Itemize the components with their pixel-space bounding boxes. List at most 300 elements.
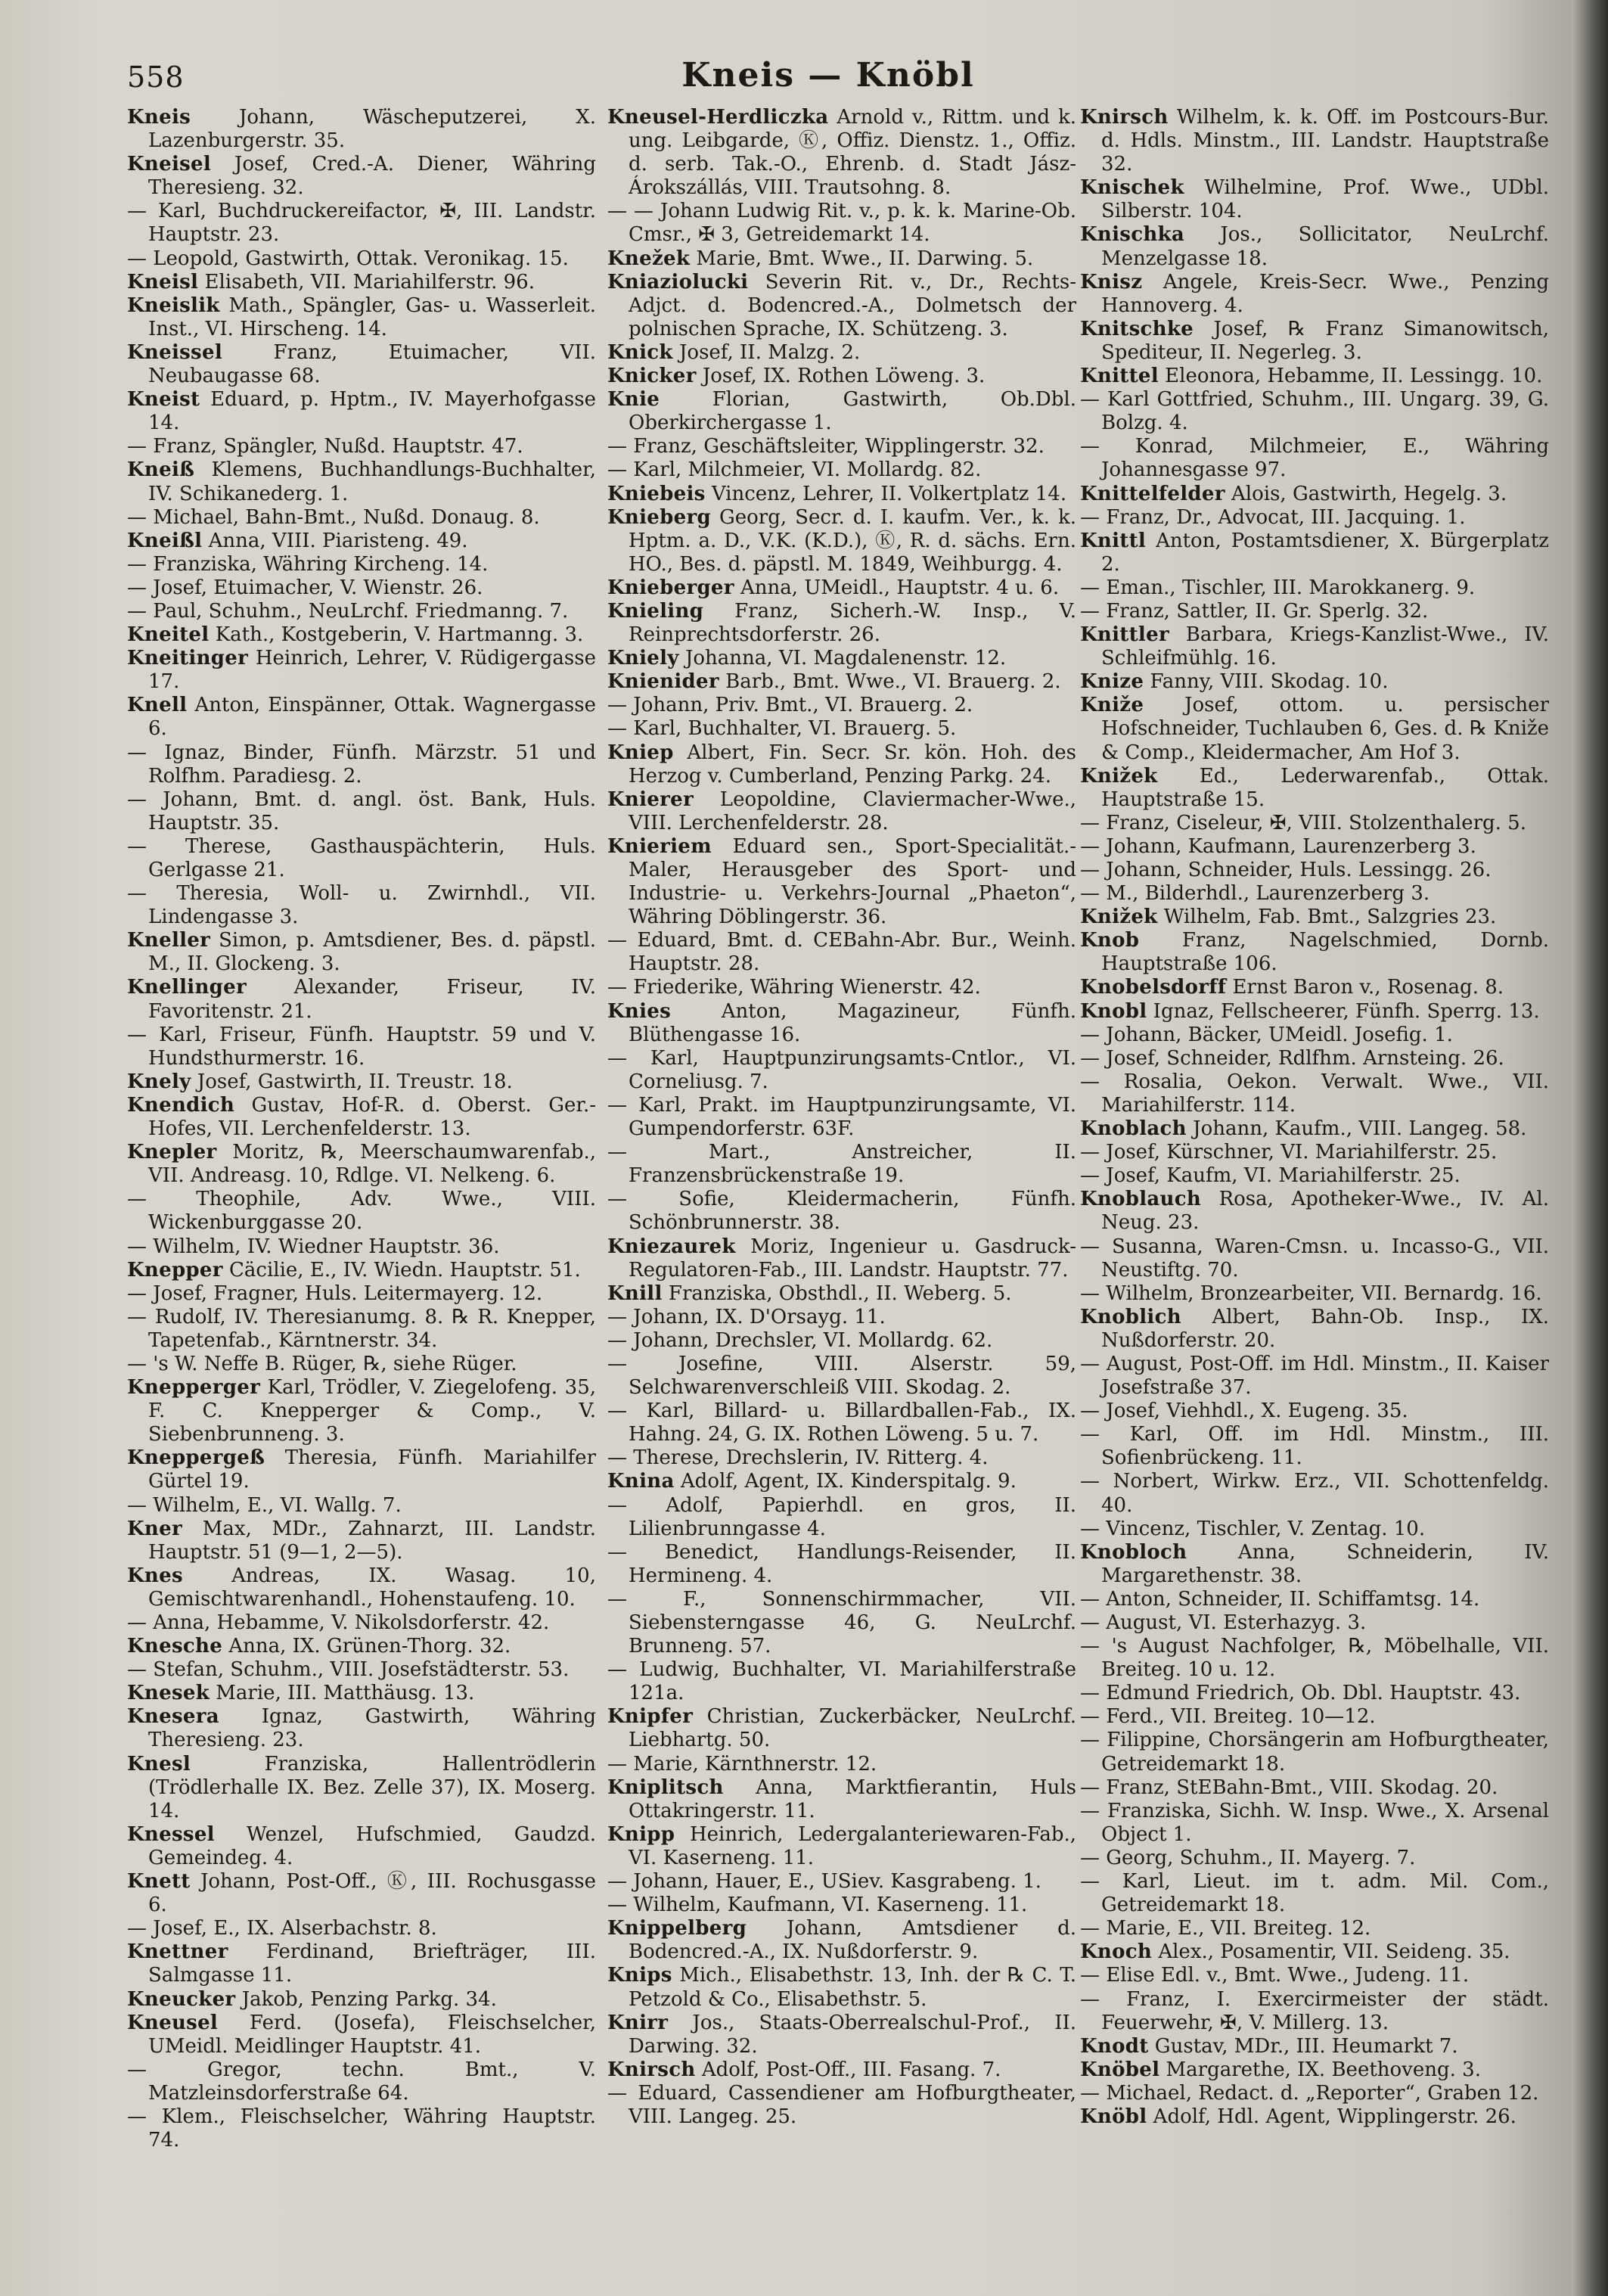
directory-entry (1080, 1682, 1549, 1705)
directory-entry (127, 1753, 596, 1823)
directory-entry (127, 1564, 596, 1611)
directory-entry (127, 1705, 596, 1752)
directory-entry (127, 694, 596, 741)
directory-entry (1080, 1282, 1549, 1306)
entry-surname: Knittel (1080, 365, 1159, 388)
directory-entry (607, 1000, 1076, 1047)
entry-surname: Knobl (1080, 999, 1147, 1023)
entry-surname: Kneislik (127, 294, 220, 317)
directory-entry (607, 1188, 1076, 1235)
directory-entry (607, 576, 1076, 600)
directory-entry (1080, 1353, 1549, 1400)
entry-surname: Knöbl (1080, 2105, 1147, 2128)
entry-surname: Knischka (1080, 223, 1185, 247)
directory-entry (1080, 1917, 1549, 1940)
directory-entry (607, 341, 1076, 365)
entry-surname: Kneissel (127, 340, 223, 364)
directory-entry (127, 1282, 596, 1306)
entry-surname: Knittler (1080, 623, 1169, 647)
directory-entry (127, 1070, 596, 1094)
directory-entry (127, 976, 596, 1023)
entry-surname: Kniely (607, 647, 679, 670)
entry-details: — Franz, Ciseleur, ✠, VIII. Stolzenthalerg. 5. (1080, 811, 1526, 834)
entry-details: Vincenz, Lehrer, II. Volkertplatz 14. (705, 482, 1067, 505)
entry-details: — Josef, E., IX. Alserbachstr. 8. (127, 1917, 437, 1940)
column-1 (127, 106, 596, 2152)
directory-entry (1080, 1729, 1549, 1776)
entry-details: — Elise Edl. v., Bmt. Wwe., Judeng. 11. (1080, 1964, 1470, 1987)
entry-details: Anna, Schneiderin, IV. Margarethenstr. 38. (1101, 1540, 1549, 1587)
directory-entry (1080, 483, 1549, 506)
directory-entry (127, 294, 596, 341)
entry-details: — Johann, IX. D'Orsayg. 11. (607, 1305, 886, 1328)
entry-surname: Knieberger (607, 576, 734, 599)
entry-details: Elisabeth, VII. Mariahilferstr. 96. (198, 270, 535, 294)
entry-details: Ignaz, Fellscheerer, Fünfh. Sperrg. 13. (1147, 999, 1540, 1023)
directory-entry (1080, 388, 1549, 435)
entry-details: — Eduard, Bmt. d. CEBahn-Abr. Bur., Weinh. Hauptstr. 28. (607, 929, 1076, 976)
entry-details: — Johann, Drechsler, VI. Mollardg. 62. (607, 1328, 993, 1352)
directory-entry (127, 435, 596, 458)
entry-details: Angele, Kreis-Secr. Wwe., Penzing Hannoverg. 4. (1101, 270, 1549, 317)
entry-surname: Knienider (607, 670, 719, 694)
entry-details: Franz, Nagelschmied, Dornb. Hauptstraße 106. (1101, 929, 1549, 976)
entry-details: — Ferd., VII. Breiteg. 10—12. (1080, 1705, 1376, 1729)
entry-details: Barb., Bmt. Wwe., VI. Brauerg. 2. (719, 670, 1061, 694)
directory-entry (607, 1588, 1076, 1658)
directory-entry (1080, 670, 1549, 694)
entry-details: — Josef, Etuimacher, V. Wienstr. 26. (127, 576, 483, 599)
entry-details: Franziska, Obsthdl., II. Weberg. 5. (662, 1282, 1012, 1305)
entry-details: — Rudolf, IV. Theresianumg. 8. ℞ R. Knepper, Tapetenfab., Kärntnerstr. 34. (127, 1305, 596, 1352)
entry-surname: Knob (1080, 929, 1140, 952)
entry-surname: Kneißl (127, 529, 203, 552)
directory-entry (1080, 223, 1549, 270)
entry-details: Leopoldine, Claviermacher-Wwe., VIII. Lerchenfelderstr. 28. (629, 788, 1076, 834)
entry-surname: Knesera (127, 1705, 219, 1729)
entry-details: Margarethe, IX. Beethoveng. 3. (1159, 2058, 1481, 2081)
entry-surname: Knižek (1080, 764, 1158, 788)
entry-details: Ferdinand, Briefträger, III. Salmgasse 11. (148, 1940, 596, 1987)
entry-details: — Eman., Tischler, III. Marokkanerg. 9. (1080, 576, 1476, 599)
page-header (121, 45, 1535, 98)
entry-details: Albert, Fin. Secr. Sr. kön. Hoh. des Herzog v. Cumberland, Penzing Parkg. 24. (629, 741, 1076, 788)
entry-details: — Vincenz, Tischler, V. Zentag. 10. (1080, 1517, 1426, 1540)
directory-entry (1080, 530, 1549, 576)
directory-entry (1080, 1776, 1549, 1800)
directory-entry (607, 106, 1076, 200)
entry-surname: Kniplitsch (607, 1776, 724, 1799)
directory-entry (127, 1682, 596, 1705)
directory-entry (1080, 1000, 1549, 1024)
directory-entry (607, 670, 1076, 694)
directory-entry (1080, 1541, 1549, 1588)
directory-entry (607, 1400, 1076, 1446)
directory-entry (607, 1141, 1076, 1188)
entry-surname: Knesek (127, 1682, 210, 1705)
entry-surname: Knies (607, 999, 672, 1023)
directory-entry (1080, 1635, 1549, 1682)
entry-details: Theresia, Fünfh. Mariahilfer Gürtel 19. (148, 1446, 596, 1493)
entry-surname: Knell (127, 694, 188, 717)
entry-surname: Knick (607, 340, 673, 364)
entry-details: Ferd. (Josefa), Fleischselcher, UMeidl. Meidlinger Hauptstr. 41. (148, 2011, 596, 2058)
entry-details: Ignaz, Gastwirth, Währing Theresieng. 23. (148, 1705, 596, 1752)
entry-details: — Michael, Bahn-Bmt., Nußd. Donaug. 8. (127, 505, 540, 529)
directory-entry (127, 1635, 596, 1658)
entry-details: Georg, Secr. d. I. kaufm. Ver., k. k. Hptm. a. D., V.K. (K.D.), Ⓚ, R. d. sächs. Ern. HO., Bes. d. päpstl. M. 1849, Weihburgg. 4. (629, 505, 1076, 576)
directory-entry (1080, 906, 1549, 929)
entry-details: — Gregor, techn. Bmt., V. Matzleinsdorferstraße 64. (127, 2058, 596, 2105)
entry-details: — Ignaz, Binder, Fünfh. Märzstr. 51 und Rolfhm. Paradiesg. 2. (127, 741, 596, 788)
directory-entry (607, 271, 1076, 341)
entry-surname: Kneller (127, 929, 211, 952)
page-number: 558 (127, 61, 185, 94)
column-2 (607, 106, 1076, 2129)
entry-details: — 's August Nachfolger, ℞, Möbelhalle, VII. Breiteg. 10 u. 12. (1080, 1635, 1549, 1682)
entry-surname: Knepperger (127, 1376, 261, 1400)
entry-details: Alexander, Friseur, IV. Favoritenstr. 21. (148, 976, 596, 1023)
entry-details: — Franz, StEBahn-Bmt., VIII. Skodag. 20. (1080, 1776, 1498, 1799)
directory-entry (607, 2012, 1076, 2058)
entry-details: Wenzel, Hufschmied, Gaudzd. Gemeindeg. 4. (148, 1822, 596, 1869)
entry-details: Jos., Sollicitator, NeuLrchf. Menzelgasse 18. (1101, 223, 1549, 270)
entry-details: — Paul, Schuhm., NeuLrchf. Friedmanng. 7. (127, 599, 569, 623)
entry-details: Wilhelmine, Prof. Wwe., UDbl. Silberstr. 104. (1101, 176, 1549, 223)
directory-entry (127, 1353, 596, 1376)
entry-surname: Knina (607, 1470, 675, 1493)
entry-details: — Adolf, Papierhdl. en gros, II. Lilienbrunngasse 4. (607, 1493, 1076, 1540)
directory-entry (607, 483, 1076, 506)
entry-surname: Knips (607, 1964, 672, 1987)
entry-surname: Knirsch (1080, 106, 1169, 129)
entry-details: Josef, Gastwirth, II. Treustr. 18. (191, 1070, 513, 1093)
entry-surname: Knieberg (607, 505, 711, 529)
entry-details: Heinrich, Ledergalanteriewaren-Fab., VI. Kaserneng. 11. (629, 1822, 1076, 1869)
entry-details: Johann, Amtsdiener d. Bodencred.-A., IX. Nußdorferstr. 9. (629, 1917, 1076, 1964)
entry-details: — M., Bilderhdl., Laurenzerberg 3. (1080, 882, 1430, 906)
directory-entry (1080, 765, 1549, 812)
entry-details: — Sofie, Kleidermacherin, Fünfh. Schönbrunnerstr. 38. (607, 1188, 1076, 1235)
entry-details: — Mart., Anstreicher, II. Franzensbrückenstraße 19. (607, 1141, 1076, 1188)
running-title: Kneis — Knöbl (681, 56, 975, 95)
entry-surname: Knipfer (607, 1705, 694, 1729)
entry-surname: Knisz (1080, 270, 1143, 294)
directory-entry (127, 1823, 596, 1870)
entry-details: — Michael, Redact. d. „Reporter“, Graben 12. (1080, 2081, 1539, 2105)
directory-entry (607, 506, 1076, 576)
entry-surname: Knettner (127, 1940, 228, 1964)
directory-entry (607, 1047, 1076, 1094)
entry-details: Mich., Elisabethstr. 13, Inh. der ℞ C. T. Petzold & Co., Elisabethstr. 5. (629, 1964, 1076, 2011)
directory-entry (1080, 1588, 1549, 1611)
entry-details: — Johann, Bäcker, UMeidl. Josefig. 1. (1080, 1023, 1453, 1046)
directory-entry (127, 1188, 596, 1235)
entry-surname: Knöbel (1080, 2058, 1160, 2081)
directory-entry (127, 1518, 596, 1564)
entry-details: — Franz, Sattler, II. Gr. Sperlg. 32. (1080, 599, 1429, 623)
entry-details: — Franz, Spängler, Nußd. Hauptstr. 47. (127, 435, 523, 458)
directory-entry (1080, 1470, 1549, 1517)
entry-details: Johanna, VI. Magdalenenstr. 12. (678, 647, 1007, 670)
directory-entry (607, 388, 1076, 435)
entry-details: Alex., Posamentir, VII. Seideng. 35. (1152, 1940, 1510, 1964)
entry-details: — Wilhelm, E., VI. Wallg. 7. (127, 1493, 402, 1517)
directory-entry (127, 1235, 596, 1259)
entry-surname: Knirsch (607, 2058, 696, 2081)
directory-entry (607, 1494, 1076, 1541)
entry-details: — Edmund Friedrich, Ob. Dbl. Hauptstr. 43. (1080, 1682, 1521, 1705)
entry-surname: Knepper (127, 1258, 223, 1282)
directory-entry (607, 1541, 1076, 1588)
directory-entry (607, 1329, 1076, 1353)
directory-entry (1080, 576, 1549, 600)
entry-surname: Kniezaurek (607, 1235, 736, 1258)
entry-surname: Knessel (127, 1822, 215, 1846)
entry-surname: Knitschke (1080, 317, 1194, 340)
directory-entry (1080, 600, 1549, 623)
entry-surname: Knippelberg (607, 1917, 747, 1940)
directory-entry (607, 1870, 1076, 1894)
entry-details: — F., Sonnenschirmmacher, VII. Siebensterngasse 46, G. NeuLrchf. Brunneng. 57. (607, 1587, 1076, 1658)
entry-details: Florian, Gastwirth, Ob.Dbl. Oberkirchergasse 1. (629, 388, 1076, 435)
directory-entry (607, 600, 1076, 647)
entry-details: Marie, III. Matthäusg. 13. (210, 1682, 475, 1705)
entry-details: — Therese, Gasthauspächterin, Huls. Gerlgasse 21. (127, 834, 596, 881)
entry-details: Moriz, Ingenieur u. Gasdruck-Regulatoren-Fab., III. Landstr. Hauptstr. 77. (629, 1235, 1076, 1282)
entry-details: — Franz, I. Exercirmeister der städt. Feuerwehr, ✠, V. Millerg. 13. (1080, 1987, 1549, 2034)
directory-entry (1080, 1518, 1549, 1541)
entry-details: — Therese, Drechslerin, IV. Ritterg. 4. (607, 1446, 989, 1470)
directory-entry (607, 1753, 1076, 1776)
directory-entry (127, 1141, 596, 1188)
entry-details: Alois, Gastwirth, Hegelg. 3. (1225, 482, 1507, 505)
entry-details: — Josef, Viehhdl., X. Eugeng. 35. (1080, 1400, 1408, 1423)
entry-details: — Karl, Friseur, Fünfh. Hauptstr. 59 und V. Hundsthurmerstr. 16. (127, 1023, 596, 1070)
entry-details: — Benedict, Handlungs-Reisender, II. Hermineng. 4. (607, 1540, 1076, 1587)
directory-entry (127, 882, 596, 929)
directory-entry (607, 1282, 1076, 1306)
entry-details: Franz, Etuimacher, VII. Neubaugasse 68. (148, 340, 596, 388)
entry-details: — Karl, Off. im Hdl. Minstm., III. Sofienbrückeng. 11. (1080, 1423, 1549, 1470)
directory-entry (607, 717, 1076, 741)
entry-surname: Kneisl (127, 270, 199, 294)
entry-surname: Kneisel (127, 153, 212, 176)
directory-entry (127, 106, 596, 153)
entry-details: — Theresia, Woll- u. Zwirnhdl., VII. Lindengasse 3. (127, 882, 596, 929)
entry-details: Adolf, Hdl. Agent, Wipplingerstr. 26. (1147, 2105, 1516, 2128)
entry-details: Josef, ottom. u. persischer Hofschneider, Tuchlauben 6, Ges. d. ℞ Kniže & Comp., Kleidermacher, Am Hof 3. (1101, 694, 1549, 764)
directory-entry (1080, 1188, 1549, 1235)
directory-entry (127, 600, 596, 623)
directory-entry (127, 623, 596, 647)
entry-details: Christian, Zuckerbäcker, NeuLrchf. Liebhartg. 50. (629, 1705, 1076, 1752)
directory-entry (607, 741, 1076, 788)
entry-details: — Susanna, Waren-Cmsn. u. Incasso-G., VII. Neustiftg. 70. (1080, 1235, 1549, 1282)
directory-entry (1080, 882, 1549, 906)
entry-details: Eleonora, Hebamme, II. Lessingg. 10. (1158, 365, 1543, 388)
entry-details: — Wilhelm, Bronzearbeiter, VII. Bernardg. 16. (1080, 1282, 1542, 1305)
directory-entry (607, 1446, 1076, 1470)
entry-details: Josef, ℞ Franz Simanowitsch, Spediteur, II. Negerleg. 3. (1101, 317, 1549, 364)
entry-details: — Franz, Geschäftsleiter, Wipplingerstr. 32. (607, 435, 1045, 458)
directory-entry (607, 2058, 1076, 2082)
entry-surname: Knett (127, 1870, 191, 1894)
directory-entry (127, 1024, 596, 1070)
directory-entry (127, 1940, 596, 1987)
directory-entry (127, 1988, 596, 2012)
entry-details: Barbara, Kriegs-Kanzlist-Wwe., IV. Schleifmühlg. 16. (1101, 623, 1549, 670)
directory-entry (607, 929, 1076, 976)
entry-details: — Franziska, Sichh. W. Insp. Wwe., X. Arsenal Object 1. (1080, 1799, 1549, 1846)
entry-surname: Knicker (607, 365, 697, 388)
directory-entry (1080, 1870, 1549, 1917)
entry-details: Wilhelm, k. k. Off. im Postcours-Bur. d. Hdls. Minstm., III. Landstr. Hauptstraße 32. (1101, 106, 1549, 176)
entry-details: — Karl, Buchdruckereifactor, ✠, III. Landstr. Hauptstr. 23. (127, 200, 596, 247)
directory-entry (1080, 1800, 1549, 1847)
entry-details: Gustav, MDr., III. Heumarkt 7. (1148, 2034, 1458, 2058)
entry-details: — August, Post-Off. im Hdl. Minstm., II. Kaiser Josefstraße 37. (1080, 1352, 1549, 1400)
directory-entry (1080, 1705, 1549, 1729)
entry-details: — Rosalia, Oekon. Verwalt. Wwe., VII. Mariahilferstr. 114. (1080, 1070, 1549, 1117)
entry-details: — Filippine, Chorsängerin am Hofburgtheater, Getreidemarkt 18. (1080, 1729, 1549, 1776)
directory-entry (127, 741, 596, 788)
entry-surname: Knoblauch (1080, 1188, 1202, 1211)
directory-entry (1080, 506, 1549, 530)
directory-entry (607, 1094, 1076, 1141)
directory-entry (607, 788, 1076, 835)
directory-entry (127, 200, 596, 247)
directory-entry (127, 153, 596, 200)
entry-surname: Knize (1080, 670, 1144, 694)
entry-surname: Kneist (127, 388, 200, 412)
directory-entry (607, 1705, 1076, 1752)
entry-details: — Karl, Hauptpunzirungsamts-Cntlor., VI. Corneliusg. 7. (607, 1046, 1076, 1093)
directory-entry (1080, 176, 1549, 223)
entry-details: Albert, Bahn-Ob. Insp., IX. Nußdorferstr. 20. (1101, 1305, 1549, 1352)
entry-details: — Karl, Milchmeier, VI. Mollardg. 82. (607, 458, 982, 482)
directory-entry (607, 200, 1076, 247)
entry-details: — Karl Gottfried, Schuhm., III. Ungarg. 39, G. Bolzg. 4. (1080, 388, 1549, 435)
entry-details: — Leopold, Gastwirth, Ottak. Veronikag. 15. (127, 247, 569, 270)
directory-entry (127, 506, 596, 530)
directory-entry (607, 1306, 1076, 1329)
entry-details: Adolf, Agent, IX. Kinderspitalg. 9. (674, 1470, 1017, 1493)
column-3 (1080, 106, 1549, 2129)
directory-entry (1080, 1164, 1549, 1188)
directory-entry (607, 1658, 1076, 1705)
entry-surname: Knobloch (1080, 1540, 1187, 1564)
entry-details: Klemens, Buchhandlungs-Buchhalter, IV. Schikanederg. 1. (148, 458, 596, 505)
entry-details: Anton, Magazineur, Fünfh. Blüthengasse 16. (629, 999, 1076, 1046)
entry-details: Kath., Kostgeberin, V. Hartmanng. 3. (209, 623, 584, 647)
entry-details: — Friederike, Währing Wienerstr. 42. (607, 976, 981, 999)
directory-entry (1080, 835, 1549, 859)
directory-entry (607, 1894, 1076, 1917)
entry-details: Jakob, Penzing Parkg. 34. (235, 1987, 497, 2011)
directory-entry (1080, 1400, 1549, 1423)
entry-details: — Stefan, Schuhm., VIII. Josefstädterstr. 53. (127, 1658, 570, 1682)
entry-details: Fanny, VIII. Skodag. 10. (1144, 670, 1389, 694)
book-spine-shadow (1572, 0, 1608, 2296)
entry-details: — Klem., Fleischselcher, Währing Hauptstr. 74. (127, 2105, 596, 2152)
directory-entry (127, 458, 596, 505)
directory-entry (607, 1964, 1076, 2011)
directory-entry (127, 1494, 596, 1518)
entry-details: — Konrad, Milchmeier, E., Währing Johannesgasse 97. (1080, 435, 1549, 482)
entry-details: Marie, Bmt. Wwe., II. Darwing. 5. (690, 247, 1034, 270)
entry-surname: Kneiß (127, 458, 195, 482)
entry-details: — Norbert, Wirkw. Erz., VII. Schottenfeldg. 40. (1080, 1470, 1549, 1517)
entry-surname: Knižek (1080, 906, 1158, 929)
directory-entry (607, 458, 1076, 482)
entry-surname: Knobelsdorff (1080, 976, 1227, 999)
entry-details: Karl, Trödler, V. Ziegelofeng. 35, F. C. Knepperger & Comp., V. Siebenbrunneng. 3. (148, 1376, 596, 1446)
directory-entry (127, 2105, 596, 2152)
entry-details: Anna, UMeidl., Hauptstr. 4 u. 6. (734, 576, 1060, 599)
entry-details: Johann, Kaufm., VIII. Langeg. 58. (1186, 1117, 1527, 1141)
directory-entry (1080, 1611, 1549, 1635)
directory-entry (1080, 271, 1549, 318)
directory-entry (607, 976, 1076, 999)
directory-entry (127, 1306, 596, 1353)
entry-details: — Josef, Fragner, Huls. Leitermayerg. 12. (127, 1282, 543, 1305)
entry-surname: Knoblich (1080, 1305, 1181, 1328)
entry-surname: Kneis (127, 106, 191, 129)
directory-entry (1080, 1047, 1549, 1070)
entry-surname: Knellinger (127, 976, 247, 999)
entry-details: — Georg, Schuhm., II. Mayerg. 7. (1080, 1846, 1416, 1869)
directory-entry (127, 835, 596, 882)
entry-details: Anton, Postamtsdiener, X. Bürgerplatz 2. (1101, 529, 1549, 576)
directory-entry (127, 1446, 596, 1493)
entry-details: — Franziska, Währing Kircheng. 14. (127, 552, 489, 576)
entry-details: Andreas, IX. Wasag. 10, Gemischtwarenhandl., Hohenstaufeng. 10. (148, 1564, 596, 1611)
entry-details: — Marie, Kärnthnerstr. 12. (607, 1752, 877, 1776)
directory-entry (127, 1658, 596, 1682)
entry-details: — Ludwig, Buchhalter, VI. Mariahilferstraße 121a. (607, 1658, 1076, 1705)
entry-details: — Eduard, Cassendiener am Hofburgtheater, VIII. Langeg. 25. (607, 2081, 1076, 2128)
entry-surname: Knierer (607, 788, 694, 811)
entry-surname: Knittelfelder (1080, 482, 1225, 505)
entry-surname: Knoch (1080, 1940, 1153, 1964)
entry-details: — Josef, Schneider, Rdlfhm. Arnsteing. 26. (1080, 1046, 1504, 1070)
entry-details: Wilhelm, Fab. Bmt., Salzgries 23. (1157, 906, 1497, 929)
entry-details: — Karl, Lieut. im t. adm. Mil. Com., Getreidemarkt 18. (1080, 1870, 1549, 1917)
entry-surname: Kneitinger (127, 647, 249, 670)
directory-entry (1080, 106, 1549, 176)
entry-surname: Knes (127, 1564, 183, 1587)
directory-entry (1080, 1423, 1549, 1470)
entry-details: — Johann, Schneider, Huls. Lessingg. 26. (1080, 859, 1492, 881)
entry-details: — Karl, Prakt. im Hauptpunzirungsamte, VI. Gumpendorferstr. 63F. (607, 1093, 1076, 1141)
entry-details: Heinrich, Lehrer, V. Rüdigergasse 17. (148, 647, 596, 694)
entry-details: Anna, VIII. Piaristeng. 49. (202, 529, 468, 552)
directory-entry (1080, 1070, 1549, 1117)
entry-surname: Kneppergeß (127, 1446, 265, 1470)
entry-surname: Kneitel (127, 623, 210, 647)
entry-details: — Josef, Kaufm, VI. Mariahilferstr. 25. (1080, 1164, 1461, 1188)
directory-entry (1080, 1964, 1549, 1987)
entry-surname: Kniže (1080, 694, 1144, 717)
entry-surname: Knežek (607, 247, 691, 270)
entry-surname: Knepler (127, 1141, 217, 1164)
directory-entry (127, 388, 596, 435)
directory-entry (607, 365, 1076, 388)
directory-entry (1080, 1988, 1549, 2035)
entry-details: — Johann, Kaufmann, Laurenzerberg 3. (1080, 834, 1476, 858)
directory-entry (1080, 929, 1549, 976)
